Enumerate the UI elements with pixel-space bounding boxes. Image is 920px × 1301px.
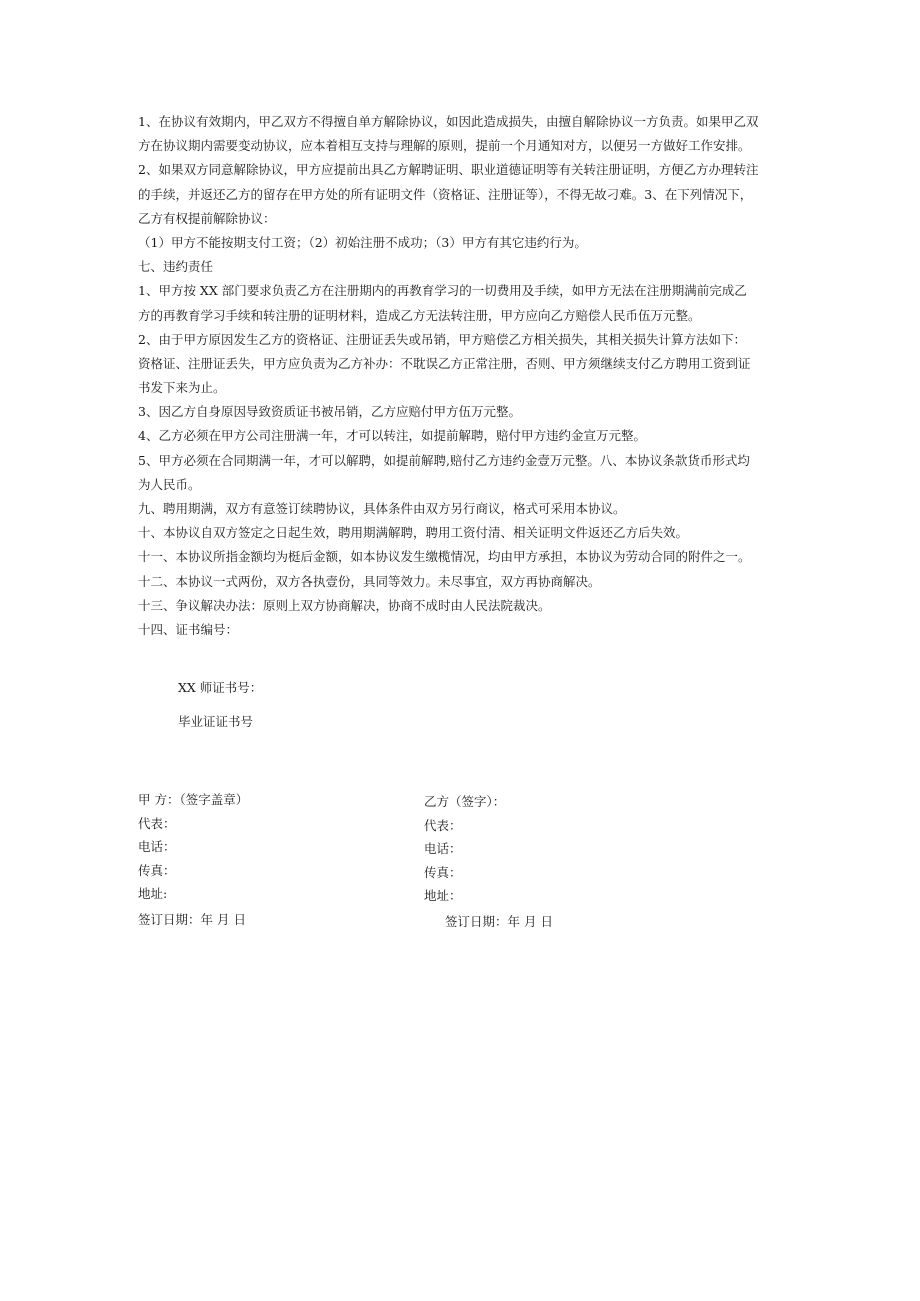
paragraph-line: 5、甲方必须在合同期满一年，才可以解聘，如提前解聘,赔付乙方违约金壹万元整。八、本协议条款货币形式均 bbox=[138, 452, 750, 468]
party-b-fax: 传真： bbox=[424, 864, 462, 880]
paragraph-line: （1）甲方不能按期支付工资；（2）初始注册不成功；（3）甲方有其它违约行为。 bbox=[138, 234, 587, 250]
party-a-representative: 代表： bbox=[138, 815, 176, 831]
paragraph-line: 2、由于甲方原因发生乙方的资格证、注册证丢失或吊销，甲方赔偿乙方相关损失，其相关损失计算方法如下： bbox=[138, 331, 746, 347]
party-b-sign-date: 签订日期：年 月 日 bbox=[445, 913, 553, 929]
paragraph-line: 方在协议期内需要变动协议，应本着相互支持与理解的原则，提前一个月通知对方，以便另一方做好工作安排。 bbox=[138, 138, 751, 154]
party-a-phone: 电话： bbox=[138, 839, 176, 854]
paragraph-line: 乙方有权提前解除协议： bbox=[138, 210, 276, 226]
paragraph-line: 十二、本协议一式两份，双方各执壹份，具同等效力。未尽事宜，双方再协商解决。 bbox=[138, 573, 601, 589]
party-b-signature-block bbox=[424, 790, 553, 933]
paragraph-line: 为人民币。 bbox=[138, 476, 201, 492]
party-a-signature-block bbox=[138, 788, 248, 931]
party-b-address: 地址： bbox=[424, 888, 462, 903]
paragraph-line: 资格证、注册证丢失，甲方应负责为乙方补办：不耽误乙方正常注册，否则、甲方须继续支付乙方聘用工资到证 bbox=[138, 355, 751, 371]
teacher-cert-number-label: XX 师证书号： bbox=[178, 680, 263, 695]
party-a-sign-date: 签订日期：年 月 日 bbox=[138, 911, 246, 927]
paragraph-line: 九、聘用期满，双方有意签订续聘协议，具体条件由双方另行商议，格式可采用本协议。 bbox=[138, 501, 626, 516]
party-a-address: 地址: bbox=[138, 886, 168, 901]
paragraph-line: 的手续，并返还乙方的留存在甲方处的所有证明文件（资格证、注册证等），不得无故刁难。3、在下列情况下， bbox=[138, 186, 753, 202]
section-heading-cert-numbers: 十四、证书编号： bbox=[138, 621, 239, 637]
party-b-title: 乙方（签字）： bbox=[424, 794, 506, 809]
party-a-fax: 传真： bbox=[138, 862, 176, 878]
paragraph-line: 2、如果双方同意解除协议，甲方应提前出具乙方解聘证明、职业道德证明等有关转注册证明，方便乙方办理转注 bbox=[138, 162, 759, 178]
paragraph-line: 3、因乙方自身原因导致资质证书被吊销，乙方应赔付甲方伍万元整。 bbox=[138, 404, 521, 420]
paragraph-line: 十三、争议解决办法：原则上双方协商解决，协商不成时由人民法院裁决。 bbox=[138, 597, 551, 613]
section-heading-breach: 七、违约责任 bbox=[138, 259, 214, 275]
party-b-representative: 代表： bbox=[424, 817, 462, 833]
paragraph-line: 十一、本协议所指金额均为梃后金额，如本协议发生缴榄情况，均由甲方承担，本协议为劳动合同的附件之一。 bbox=[138, 549, 751, 565]
agreement-body bbox=[138, 110, 798, 642]
graduation-cert-number-label: 毕业证证书号 bbox=[178, 714, 254, 729]
paragraph-line: 十、本协议自双方签定之日起生效，聘用期满解聘，聘用工资付清、相关证明文件返还乙方后失效。 bbox=[138, 525, 689, 541]
paragraph-line: 1、在协议有效期内，甲乙双方不得擅自单方解除协议，如因此造成损失，由擅自解除协议一方负责。如果甲乙双 bbox=[138, 114, 759, 129]
party-a-title: 甲 方：（签字盖章） bbox=[138, 792, 249, 807]
party-b-phone: 电话： bbox=[424, 841, 462, 856]
paragraph-line: 1、甲方按 XX 部门要求负责乙方在注册期内的再教育学习的一切费用及手续，如甲方无法在注册期满前完成乙 bbox=[138, 283, 747, 299]
paragraph-line: 4、乙方必须在甲方公司注册满一年，才可以转注，如提前解聘，赔付甲方违约金宣万元整。 bbox=[138, 428, 646, 444]
paragraph-line: 书发下来为止。 bbox=[138, 380, 226, 396]
paragraph-line: 方的再教育学习手续和转注册的证明材料，造成乙方无法转注册，甲方应向乙方赔偿人民币伍万元整。 bbox=[138, 307, 701, 323]
